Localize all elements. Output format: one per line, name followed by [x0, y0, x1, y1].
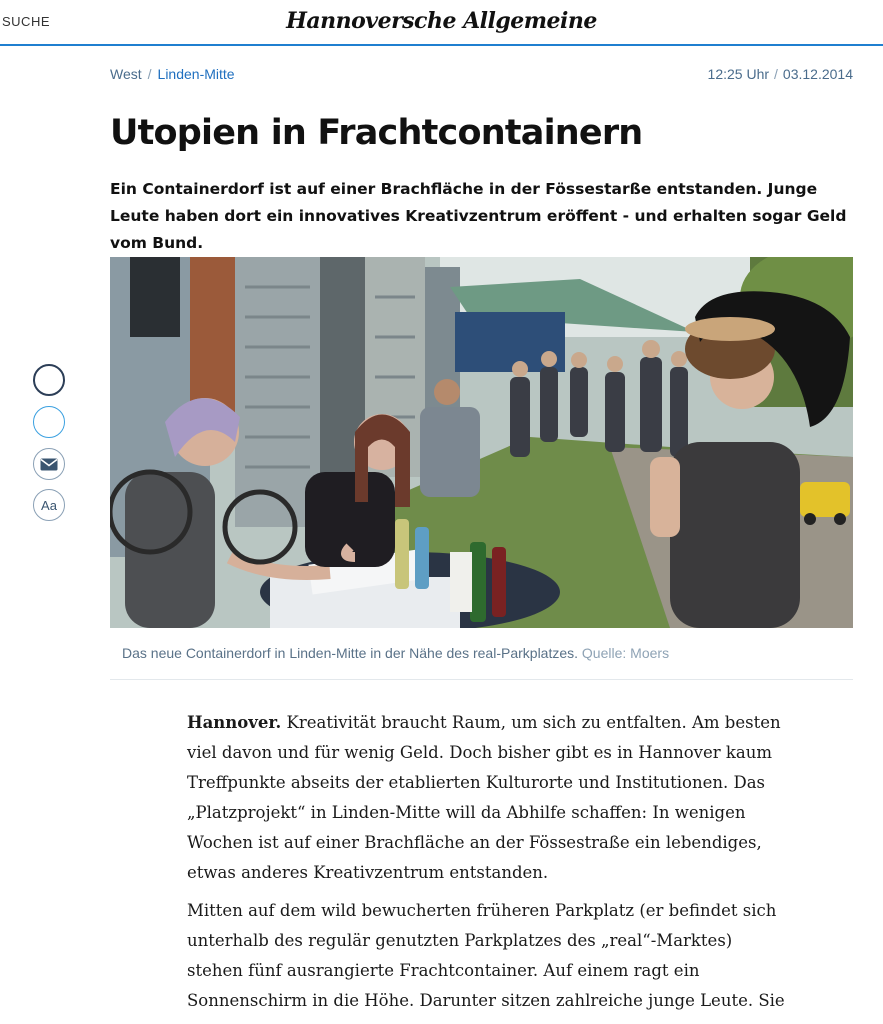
share-facebook-button[interactable]: [33, 364, 65, 396]
dateline: Hannover.: [187, 713, 282, 732]
breadcrumb-separator: /: [147, 66, 152, 82]
photo-illustration: [110, 257, 853, 628]
breadcrumb-linden-mitte[interactable]: Linden-Mitte: [157, 66, 235, 82]
body-paragraph-1-text: Kreativität braucht Raum, um sich zu entfalten. Am besten viel davon und für wenig Geld. Doch bisher gibt es in Hannover kaum Treffpunkte abseits der etablierten Kulturorte und Institutionen. Das „Platzprojekt“ in Linden-Mitte will da Abhilfe schaffen: In wenigen Wochen ist auf einer Brachfläche an der Fössestraße ein lebendiges, etwas anderes Kreativzentrum entstanden.: [187, 713, 781, 882]
article-photo: [110, 257, 853, 628]
caption-source: Quelle: Moers: [581, 645, 670, 661]
top-bar: [0, 0, 883, 46]
article-lead: Ein Containerdorf ist auf einer Brachfläche in der Fössestarße entstanden. Junge Leute haben dort ein innovatives Kreativzentrum eröffent - und erhalten sogar Geld vom Bund.: [110, 180, 847, 252]
breadcrumb: [110, 66, 235, 82]
site-logo[interactable]: Hannoversche Allgemeine: [286, 8, 597, 34]
caption-text: Das neue Containerdorf in Linden-Mitte in der Nähe des real-Parkplatzes.: [122, 645, 579, 661]
mail-icon: [40, 458, 58, 471]
share-twitter-button[interactable]: [33, 406, 65, 438]
article-headline: Utopien in Frachtcontainern: [110, 113, 643, 153]
font-size-button[interactable]: [33, 489, 65, 521]
photo-caption: [122, 645, 669, 661]
article-meta: [110, 66, 853, 84]
caption-divider: [110, 679, 853, 680]
publish-time: 12:25 Uhr: [707, 66, 770, 82]
article-body: [187, 708, 787, 1024]
search-button[interactable]: SUCHE: [2, 14, 51, 29]
datetime-separator: /: [774, 66, 778, 82]
publish-date: 03.12.2014: [782, 66, 853, 82]
body-paragraph-2: Mitten auf dem wild bewucherten früheren Parkplatz (er befindet sich unterhalb des regulär genutzten Parkplatzes des „real“-Marktes) stehen fünf ausrangierte Frachtcontainer. Auf einem ragt ein Sonnenschirm in die Höhe. Darunter sitzen zahlreiche junge Leute. Sie: [187, 901, 785, 1010]
body-paragraph-1: [187, 708, 787, 888]
publish-datetime: [708, 66, 853, 82]
breadcrumb-west[interactable]: West: [110, 66, 142, 82]
font-size-icon: Aa: [41, 497, 57, 513]
share-mail-button[interactable]: [33, 448, 65, 480]
